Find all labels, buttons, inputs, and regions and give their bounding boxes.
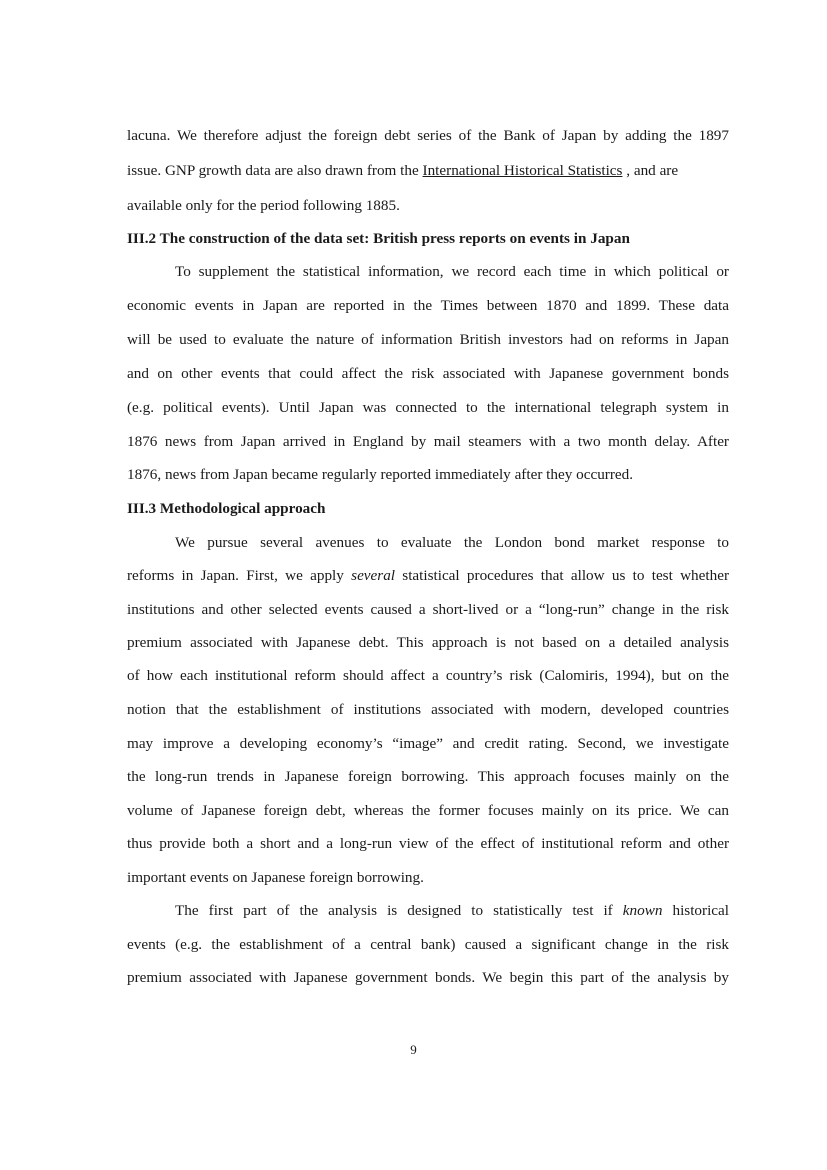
text-span: The first part of the analysis is designed to statistically test if	[175, 902, 623, 919]
paragraph-line: events (e.g. the establishment of a central bank) caused a significant change in the risk	[127, 936, 729, 953]
paragraph-line: institutions and other selected events caused a short-lived or a “long-run” change in the risk	[127, 601, 729, 618]
paragraph-line: To supplement the statistical information, we record each time in which political or	[175, 263, 729, 280]
paragraph-line: economic events in Japan are reported in the Times between 1870 and 1899. These data	[127, 297, 729, 314]
paragraph-line: available only for the period following 1885.	[127, 197, 400, 214]
paragraph-line: of how each institutional reform should affect a country’s risk (Calomiris, 1994), but on the	[127, 667, 729, 684]
paragraph-line	[175, 901, 729, 921]
emphasis: several	[351, 567, 396, 584]
paragraph-line: lacuna. We therefore adjust the foreign debt series of the Bank of Japan by adding the 1897	[127, 127, 729, 144]
text-span: historical	[662, 902, 730, 919]
paragraph-line: 1876 news from Japan arrived in England by mail steamers with a two month delay. After	[127, 433, 729, 450]
text-span: , and are	[622, 162, 679, 179]
paragraph-line: important events on Japanese foreign borrowing.	[127, 869, 424, 886]
paragraph-line: premium associated with Japanese debt. This approach is not based on a detailed analysis	[127, 634, 729, 651]
paragraph-line: may improve a developing economy’s “image” and credit rating. Second, we investigate	[127, 735, 729, 752]
source-title: International Historical Statistics	[422, 162, 623, 179]
page-number: 9	[410, 1042, 417, 1057]
text-span: statistical procedures that allow us to test whether	[395, 567, 729, 584]
paragraph-line: will be used to evaluate the nature of information British investors had on reforms in Japan	[127, 331, 729, 348]
paragraph-line: and on other events that could affect the risk associated with Japanese government bonds	[127, 365, 729, 382]
paragraph-line: We pursue several avenues to evaluate the London bond market response to	[175, 534, 729, 551]
paragraph-line: volume of Japanese foreign debt, whereas the former focuses mainly on its price. We can	[127, 802, 729, 819]
text-span: reforms in Japan. First, we apply	[127, 567, 352, 584]
paragraph-line: the long-run trends in Japanese foreign borrowing. This approach focuses mainly on the	[127, 768, 729, 785]
paragraph-line: (e.g. political events). Until Japan was connected to the international telegraph system in	[127, 399, 729, 416]
emphasis: known	[622, 902, 663, 919]
section-heading: III.2 The construction of the data set: British press reports on events in Japan	[127, 230, 630, 247]
paragraph-line: 1876, news from Japan became regularly reported immediately after they occurred.	[127, 466, 634, 483]
paragraph-line: premium associated with Japanese government bonds. We begin this part of the analysis by	[127, 969, 729, 986]
text-span: issue. GNP growth data are also drawn from the	[127, 162, 423, 179]
paragraph-line	[127, 566, 729, 586]
paragraph-line: thus provide both a short and a long-run view of the effect of institutional reform and other	[127, 835, 729, 852]
section-heading: III.3 Methodological approach	[127, 500, 326, 517]
paragraph-line: notion that the establishment of institutions associated with modern, developed countries	[127, 701, 729, 718]
paragraph-line	[127, 161, 729, 181]
